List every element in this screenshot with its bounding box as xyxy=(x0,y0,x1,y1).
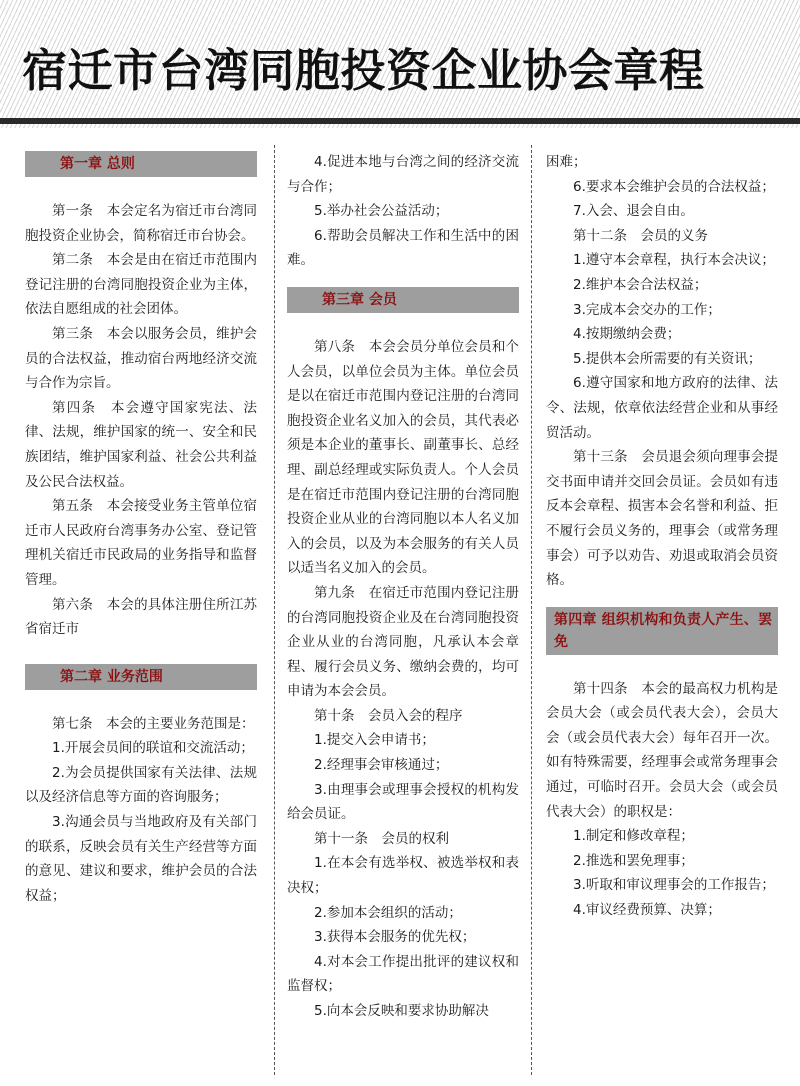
list-item: 2.推选和罢免理事； xyxy=(573,852,694,869)
list-item: 2.维护本会合法权益； xyxy=(573,276,708,293)
list-item: 2.参加本会组织的活动； xyxy=(314,904,462,921)
list-item: 3.获得本会服务的优先权； xyxy=(314,929,476,946)
title-underline-bar xyxy=(0,118,800,124)
list-item: 4.审议经费预算、决算； xyxy=(573,902,721,919)
article-12: 第十二条 会员的义务 xyxy=(573,227,708,244)
article-13: 第十三条 会员退会须向理事会提交书面申请并交回会员证。会员如有违反本会章程、损害本会名誉和利益、拒不履行会员义务的，理事会（或常务理事会）可予以劝告、劝退或取消会员资格。 xyxy=(546,449,778,589)
list-item: 1.遵守本会章程，执行本会决议； xyxy=(573,252,775,269)
list-item: 4.促进本地与台湾之间的经济交流与合作； xyxy=(287,154,519,195)
list-item: 5.举办社会公益活动； xyxy=(314,203,449,220)
column-2 xyxy=(287,150,519,1024)
list-item: 6.帮助会员解决工作和生活中的困难。 xyxy=(287,227,519,269)
list-item: 6.遵守国家和地方政府的法律、法令、法规，依章依法经营企业和从事经贸活动。 xyxy=(546,375,778,441)
article-5: 第五条 本会接受业务主管单位宿迁市人民政府台湾事务办公室、登记管理机关宿迁市民政局的业务指导和监督管理。 xyxy=(25,498,257,588)
list-item: 3.由理事会或理事会授权的机构发给会员证。 xyxy=(287,781,519,823)
list-item: 2.经理事会审核通过； xyxy=(314,757,449,774)
list-item: 1.在本会有选举权、被选举权和表决权； xyxy=(287,855,519,897)
chapter-3-heading: 第三章 会员 xyxy=(287,287,519,313)
article-6: 第六条 本会的具体注册住所江苏省宿迁市 xyxy=(25,596,257,638)
article-1: 第一条 本会定名为宿迁市台湾同胞投资企业协会，简称宿迁市台协会。 xyxy=(25,203,257,244)
document-title: 宿迁市台湾同胞投资企业协会章程 xyxy=(22,44,705,97)
list-item: 1.提交入会申请书； xyxy=(314,732,435,749)
article-2: 第二条 本会是由在宿迁市范围内登记注册的台湾同胞投资企业为主体，依法自愿组成的社会团体。 xyxy=(25,252,257,318)
column-divider xyxy=(274,145,275,1075)
list-item: 3.完成本会交办的工作； xyxy=(573,301,721,318)
article-3: 第三条 本会以服务会员，维护会员的合法权益，推动宿台两地经济交流与合作为宗旨。 xyxy=(25,325,257,392)
article-10: 第十条 会员入会的程序 xyxy=(314,707,463,724)
list-item: 2.为会员提供国家有关法律、法规以及经济信息等方面的咨询服务； xyxy=(25,764,257,806)
chapter-1-heading: 第一章 总则 xyxy=(25,151,257,177)
list-item: 1.开展会员间的联谊和交流活动； xyxy=(52,740,254,757)
chapter-2-heading: 第二章 业务范围 xyxy=(25,664,257,690)
article-7: 第七条 本会的主要业务范围是： xyxy=(52,715,255,732)
column-3 xyxy=(546,150,778,923)
article-11: 第十一条 会员的权利 xyxy=(314,830,449,847)
list-item: 5.向本会反映和要求协助解决 xyxy=(314,1003,489,1019)
chapter-4-heading: 第四章 组织机构和负责人产生、罢免 xyxy=(546,607,778,655)
article-4: 第四条 本会遵守国家宪法、法律、法规，维护国家的统一、安全和民族团结，维护国家利益、社会公共利益及公民合法权益。 xyxy=(25,399,257,490)
column-1 xyxy=(25,150,257,908)
column-divider xyxy=(531,145,532,1075)
list-item: 4.按期缴纳会费； xyxy=(573,326,681,343)
article-9: 第九条 在宿迁市范围内登记注册的台湾同胞投资企业及在台湾同胞投资企业从业的台湾同胞，凡承认本会章程、履行会员义务、缴纳会费的，均可申请为本会会员。 xyxy=(287,584,519,700)
article-8: 第八条 本会会员分单位会员和个人会员，以单位会员为主体。单位会员是以在宿迁市范围内登记注册的台湾同胞投资企业名义加入的会员，其代表必须是本企业的董事长、副董事长、总经理、副总经理或实际负责人。个人会员是在宿迁市范围内登记注册的台湾同胞投资企业从业的台湾同胞以本人名义加入的会员，以及为本会服务的有关人员以适当名义加入的会员。 xyxy=(287,338,519,577)
list-item: 1.制定和修改章程； xyxy=(573,828,694,845)
article-14: 第十四条 本会的最高权力机构是会员大会（或会员代表大会），会员大会（或会员代表大会）每年召开一次。如有特殊需要，经理事会或常务理事会通过，可临时召开。会员大会（或会员代表大会）的职权是： xyxy=(546,680,778,820)
list-item: 7.入会、退会自由。 xyxy=(573,203,694,220)
list-item: 3.沟通会员与当地政府及有关部门的联系，反映会员有关生产经营等方面的意见、建议和要求，维护会员的合法权益； xyxy=(25,814,257,904)
list-item: 4.对本会工作提出批评的建议权和监督权； xyxy=(287,953,519,995)
list-item: 6.要求本会维护会员的合法权益； xyxy=(573,178,775,195)
list-item: 3.听取和审议理事会的工作报告； xyxy=(573,877,775,894)
continued-text: 困难； xyxy=(546,154,587,170)
list-item: 5.提供本会所需要的有关资讯； xyxy=(573,350,762,367)
title-banner xyxy=(0,0,800,128)
